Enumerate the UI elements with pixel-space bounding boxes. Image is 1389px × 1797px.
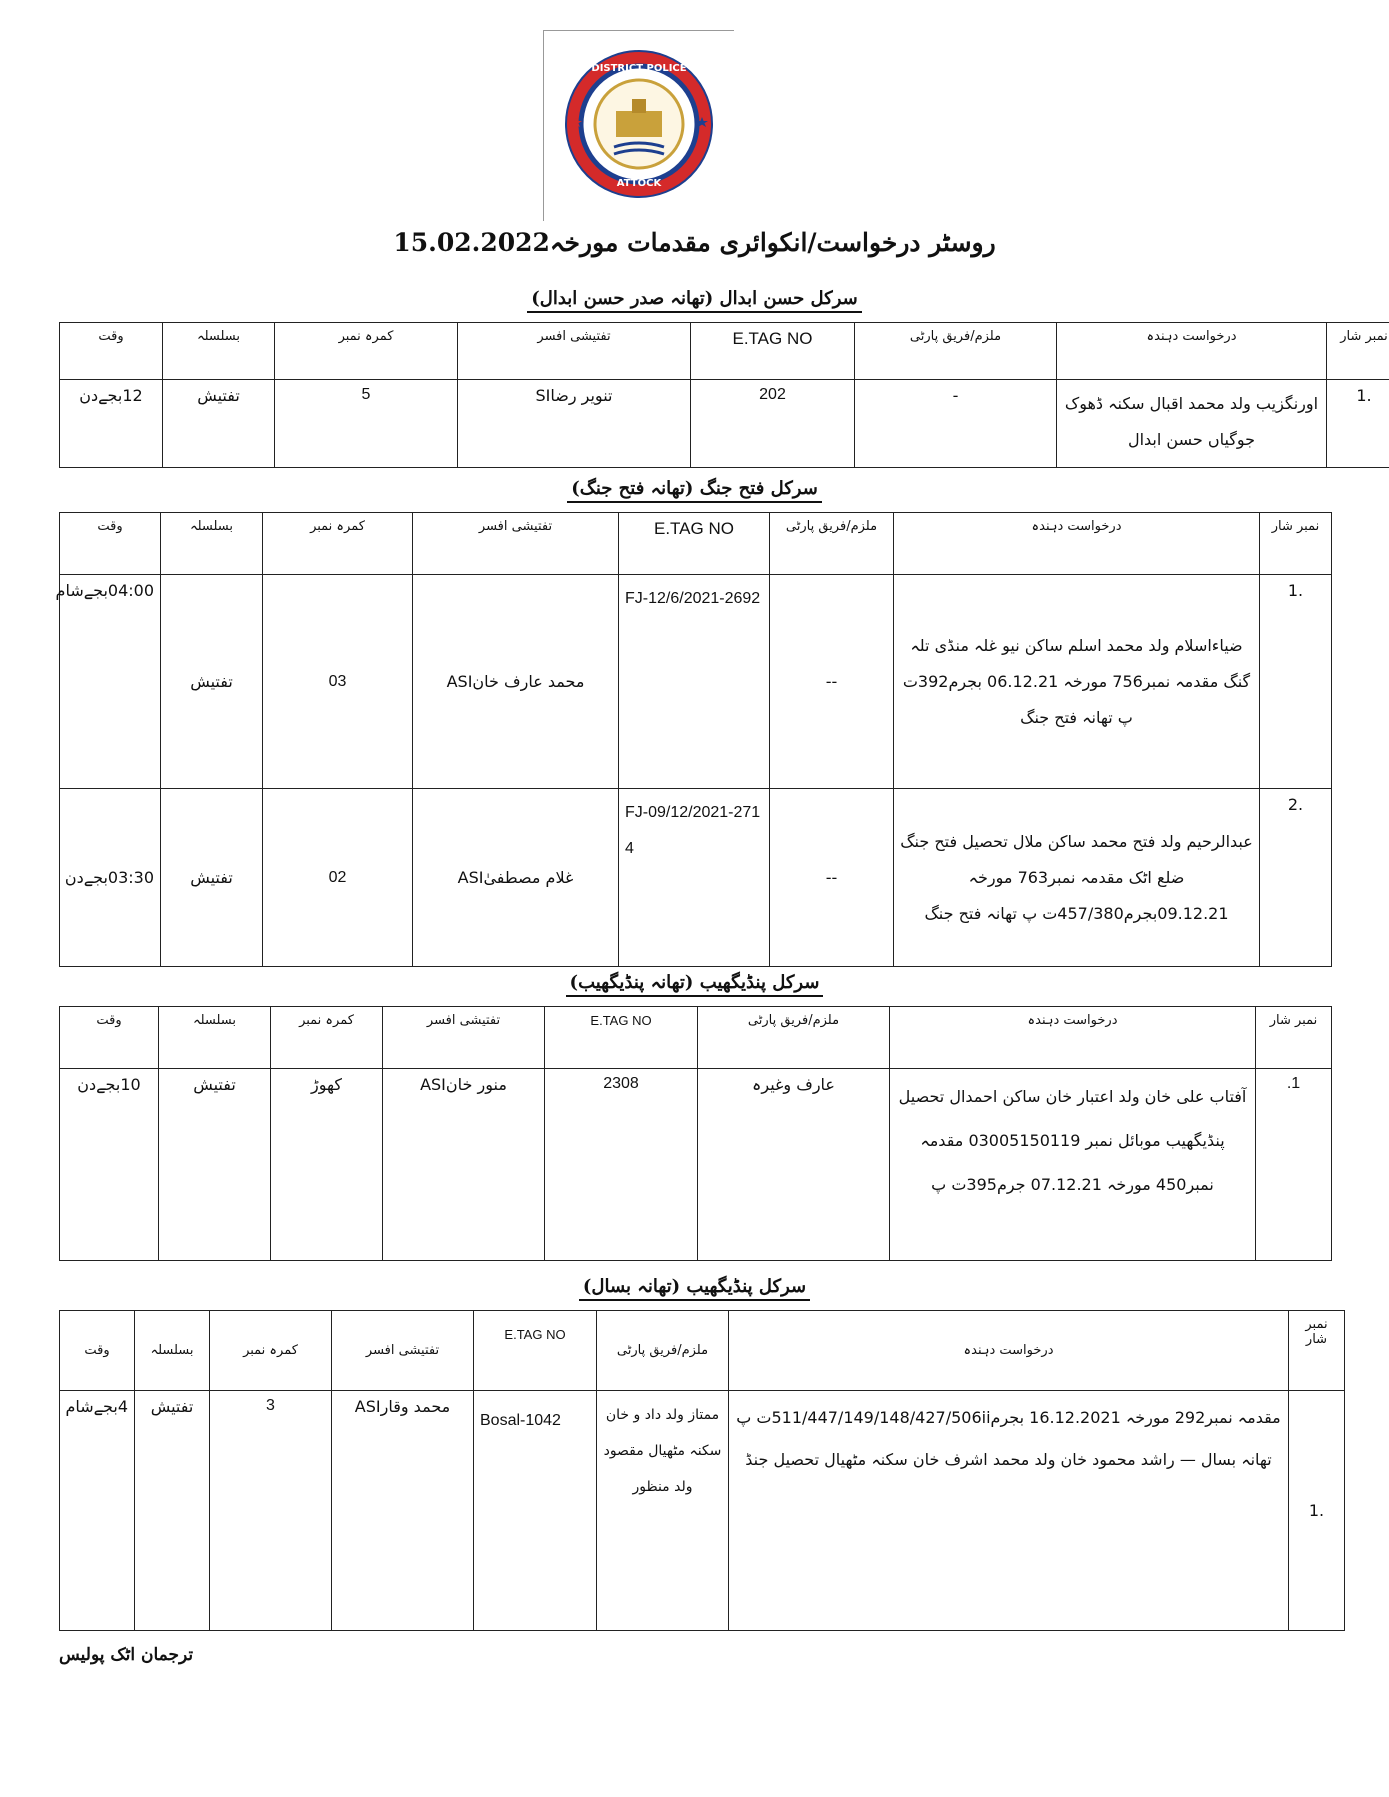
table-row: [60, 789, 1332, 967]
officer-cell: محمد عارف خانASI: [413, 575, 619, 789]
header-applicant: درخواست دہندہ: [890, 1007, 1256, 1069]
roster-table-fateh-jang: [55, 512, 1332, 967]
etag-cell: FJ-09/12/2021-2714: [619, 789, 770, 967]
time-cell: 4بجےشام: [60, 1391, 135, 1631]
header-serial: نمبر شار: [1289, 1311, 1345, 1391]
time-cell: 04:00بجےشام: [60, 575, 161, 789]
header-regarding: بسلسلہ: [161, 513, 263, 575]
header-time: وقت: [60, 323, 163, 380]
serial-cell: .2: [1260, 789, 1332, 967]
regarding-cell: تفتیش: [161, 789, 263, 967]
accused-cell: ممتاز ولد داد و خان سکنہ مٹھیال مقصود ولد منظور: [597, 1391, 729, 1631]
header-applicant: درخواست دہندہ: [894, 513, 1260, 575]
section-heading-pindigheb: سرکل پنڈیگھیب (تھانہ پنڈیگھیب): [0, 972, 1389, 993]
regarding-cell: تفتیش: [163, 380, 275, 468]
officer-cell: منور خانASI: [383, 1069, 545, 1261]
header-room: کمرہ نمبر: [271, 1007, 383, 1069]
serial-cell: .1: [1260, 575, 1332, 789]
header-etag: E.TAG NO: [691, 323, 855, 380]
header-time: وقت: [60, 513, 161, 575]
accused-cell: -: [855, 380, 1057, 468]
room-cell: 02: [263, 789, 413, 967]
header-room: کمرہ نمبر: [275, 323, 458, 380]
regarding-cell: تفتیش: [161, 575, 263, 789]
table-row: [60, 380, 1389, 468]
header-serial: نمبر شار: [1260, 513, 1332, 575]
header-applicant: درخواست دہندہ: [1057, 323, 1327, 380]
applicant-cell: عبدالرحیم ولد فتح محمد ساکن ملال تحصیل فتح جنگ ضلع اٹک مقدمہ نمبر763 مورخہ 09.12.21بجرم457/380ت پ تھانہ فتح جنگ: [894, 789, 1260, 967]
table-row: [60, 1069, 1332, 1261]
etag-cell: FJ-12/6/2021-2692: [619, 575, 770, 789]
header-officer: تفتیشی افسر: [383, 1007, 545, 1069]
room-cell: 3: [210, 1391, 332, 1631]
accused-cell: --: [770, 789, 894, 967]
logo-frame: [543, 30, 734, 221]
section-heading-basal: سرکل پنڈیگھیب (تھانہ بسال): [0, 1276, 1389, 1297]
officer-cell: غلام مصطفیٰASI: [413, 789, 619, 967]
accused-cell: --: [770, 575, 894, 789]
time-cell: 12بجےدن: [60, 380, 163, 468]
logo-bottom-text: ATTOCK: [616, 178, 662, 189]
building-icon: [616, 111, 662, 137]
header-officer: تفتیشی افسر: [458, 323, 691, 380]
room-cell: کھوڑ: [271, 1069, 383, 1261]
header-room: کمرہ نمبر: [263, 513, 413, 575]
accused-cell: عارف وغیرہ: [698, 1069, 890, 1261]
footer-signature: ترجمان اٹک پولیس: [59, 1645, 194, 1665]
etag-cell: Bosal-1042: [474, 1391, 597, 1631]
etag-cell: 202: [691, 380, 855, 468]
header-accused: ملزم/فریق پارٹی: [770, 513, 894, 575]
section-heading-fateh-jang: سرکل فتح جنگ (تھانہ فتح جنگ): [0, 478, 1389, 499]
serial-cell: .1: [1327, 380, 1389, 468]
roster-table-basal: [59, 1310, 1345, 1631]
header-regarding: بسلسلہ: [135, 1311, 210, 1391]
header-serial: نمبر شار: [1327, 323, 1389, 380]
header-officer: تفتیشی افسر: [332, 1311, 474, 1391]
etag-cell: 2308: [545, 1069, 698, 1261]
section-heading-hassan-abdal: سرکل حسن ابدال (تھانہ صدر حسن ابدال): [0, 288, 1389, 309]
roster-table-hassan-abdal: [59, 322, 1389, 468]
page-title: روسٹر درخواست/انکوائری مقدمات مورخہ15.02.2022: [393, 228, 996, 257]
header-accused: ملزم/فریق پارٹی: [855, 323, 1057, 380]
applicant-cell: ضیاءاسلام ولد محمد اسلم ساکن نیو غلہ منڈی تلہ گنگ مقدمہ نمبر756 مورخہ 06.12.21 بجرم392ت پ تھانہ فتح جنگ: [894, 575, 1260, 789]
serial-cell: .1: [1256, 1069, 1332, 1261]
header-etag: E.TAG NO: [545, 1007, 698, 1069]
header-regarding: بسلسلہ: [159, 1007, 271, 1069]
table-row: [60, 1391, 1345, 1631]
applicant-cell: اورنگزیب ولد محمد اقبال سکنہ ڈھوک جوگیاں حسن ابدال: [1057, 380, 1327, 468]
header-room: کمرہ نمبر: [210, 1311, 332, 1391]
regarding-cell: تفتیش: [159, 1069, 271, 1261]
logo-top-text: DISTRICT POLICE: [591, 63, 687, 74]
header-regarding: بسلسلہ: [163, 323, 275, 380]
regarding-cell: تفتیش: [135, 1391, 210, 1631]
header-time: وقت: [60, 1007, 159, 1069]
time-cell: 03:30بجےدن: [60, 789, 161, 967]
table-row: [60, 575, 1332, 789]
header-etag: E.TAG NO: [619, 513, 770, 575]
roster-table-pindigheb: [59, 1006, 1332, 1261]
header-officer: تفتیشی افسر: [413, 513, 619, 575]
header-etag: E.TAG NO: [474, 1311, 597, 1391]
applicant-cell: آفتاب علی خان ولد اعتبار خان ساکن احمدال تحصیل پنڈیگھیب موبائل نمبر 03005150119 مقدمہ نمبر450 مورخہ 07.12.21 جرم395ت پ: [890, 1069, 1256, 1261]
serial-cell: .1: [1289, 1391, 1345, 1631]
header-time: وقت: [60, 1311, 135, 1391]
officer-cell: محمد وقارASI: [332, 1391, 474, 1631]
header-applicant: درخواست دہندہ: [729, 1311, 1289, 1391]
applicant-cell: مقدمہ نمبر292 مورخہ 16.12.2021 بجرم511/447/149/148/427/506iiت پ تھانہ بسال — راشد محمود خان ولد محمد اشرف خان سکنہ مٹھیال تحصیل جنڈ: [729, 1391, 1289, 1631]
officer-cell: تنویر رضاSI: [458, 380, 691, 468]
room-cell: 03: [263, 575, 413, 789]
header-accused: ملزم/فریق پارٹی: [698, 1007, 890, 1069]
time-cell: 10بجےدن: [60, 1069, 159, 1261]
header-serial: نمبر شار: [1256, 1007, 1332, 1069]
header-accused: ملزم/فریق پارٹی: [597, 1311, 729, 1391]
room-cell: 5: [275, 380, 458, 468]
district-police-attock-emblem: [564, 49, 714, 199]
